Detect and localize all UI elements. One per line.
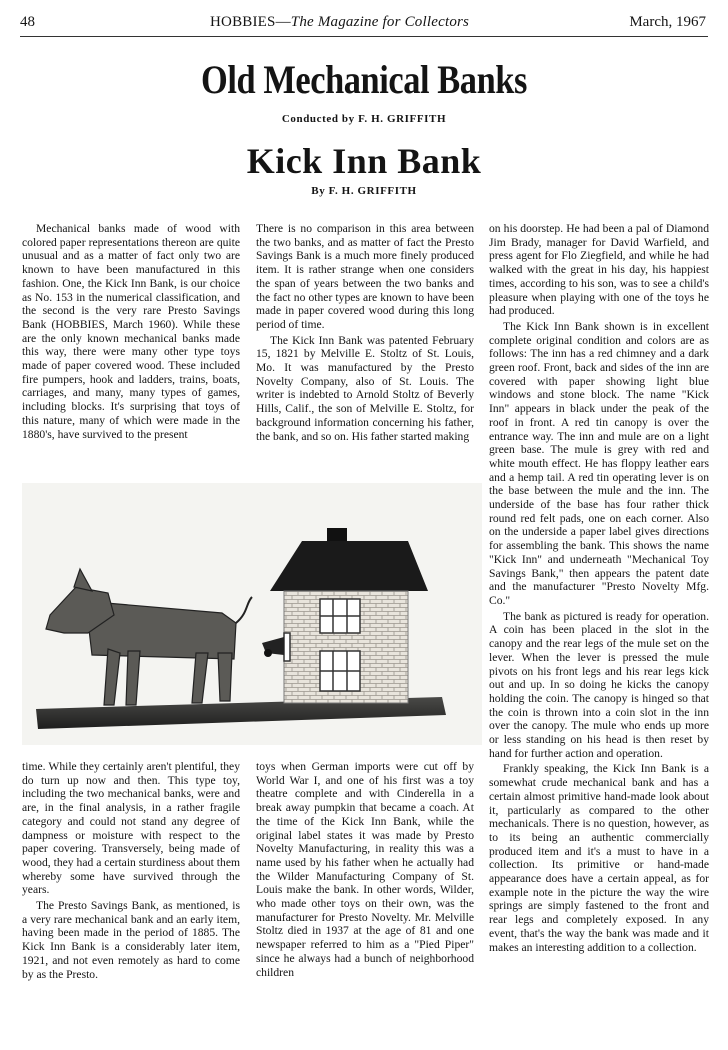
paragraph: toys when German imports were cut off by World War I, and one of his first was a toy theatre complete and with Cinderella in a break away pumpkin that became a coach. At the time of the Kick Inn Bank, while the original label states it was made by Presto Novelty Manufacturing, in reality this was a name used by his father when he actually had the Wilder Manufacturing Company of St. Louis make the bank. In other words, Wilder, who made other toys on their own, was the manufacturer for Presto Novelty. Mr. Melville Stoltz died in 1937 at the age of 81 and one newspaper referred to him as a "Pied Piper" since he always had a bunch of neighborhood children [256, 760, 474, 979]
paragraph: The Kick Inn Bank was patented February 15, 1821 by Melville E. Stoltz of St. Louis, Mo. It was manufactured by the Presto Novelty Company, also of St. Louis. The writer is indebted to Arnold Stoltz of Beverly Hills, Calif., the son of Melville E. Stoltz, for background information concerning his father, the bank, and so on. His father started making [256, 333, 474, 443]
column-1-top [22, 222, 240, 467]
magazine-name-italic: The Magazine for Collectors [290, 14, 470, 30]
photo-illustration [22, 483, 482, 745]
paragraph: on his doorstep. He had been a pal of Diamond Jim Brady, manager for David Warfield, and press agent for Flo Ziegfield, and while he had walked with the great in his day, his happiest times, according to his son, was to see a child's pleasure when playing with one of the toys he had produced. [489, 222, 709, 318]
article-title: Kick Inn Bank [246, 141, 482, 181]
article-byline: By F. H. GRIFFITH [311, 185, 417, 197]
column-2-bottom [256, 760, 474, 1045]
magazine-name-plain: HOBBIES— [210, 14, 291, 30]
magazine-name [210, 14, 469, 31]
column-3 [489, 222, 709, 1042]
section-byline: Conducted by F. H. GRIFFITH [281, 113, 447, 125]
page-number: 48 [20, 14, 35, 30]
running-header [20, 14, 706, 36]
column-1-bottom [22, 760, 240, 1045]
paragraph: time. While they certainly aren't plentiful, they do turn up now and then. This type toy, including the two mechanical banks, were and are, in the final analysis, in a rather fragile category and could not stand any degree of dampness or moisture with respect to the paper covering. Transversely, being made of wood, they had a certain sturdiness about them whereby some have survived through the years. [22, 760, 240, 897]
paragraph: The Kick Inn Bank shown is in excellent complete original condition and colors are as follows: The inn has a red chimney and a dark green roof. Front, back and sides of the inn are covered with paper showing light blue windows and stone block. The name "Kick Inn" appears in black under the peak of the roof in front. A red tin canopy is over the entrance way. The inn and mule are on a light green base. The mule is grey with red and white mouth effect. He has floppy leather ears and a hemp tail. A red tin operating lever is on the base between the mule and the inn. The underside of the base has four rather thick round red felt pads, one on each corner. Also on the underside a paper label gives directions for assembling the bank. This shows the name "Kick Inn" and underneath "Mechanical Toy Savings Bank," then appears the patent date and the manufacturer "Presto Novelty Mfg. Co." [489, 319, 709, 607]
column-2-top [256, 222, 474, 467]
issue-date: March, 1967 [629, 14, 706, 30]
paragraph: The bank as pictured is ready for operation. A coin has been placed in the slot in the canopy and the rear legs of the mule set on the lever. When the lever is pressed the mule pivots on his front legs and his rear legs kick out and up. In so doing he kicks the canopy holding the coin. The canopy is hinged so that the coin is thrown into a coin slot in the inn over the canopy. The mule who ends up more or less standing on his head is then reset by hand for further action and operation. [489, 609, 709, 760]
paragraph: Mechanical banks made of wood with colored paper representations thereon are quite unusual and as a matter of fact only two are known to have been manufactured in this fashion. One, the Kick Inn Bank, is our choice as No. 153 in the numerical classification, and the second is the very rare Presto Savings Bank (HOBBIES, March 1960). While these are the only known mechanical banks made this way, there were many other type toys made of paper covered wood. These included fire pumpers, hook and ladders, trains, boats, carriages, and many, many types of games, including blocks. It's surprising that toys of this nature, many of which were made in the 1880's, have survived to the present [22, 222, 240, 441]
paragraph: The Presto Savings Bank, as mentioned, is a very rare mechanical bank and an early item, having been made in the period of 1885. The Kick Inn Bank is a considerably later item, 1921, and not even remotely as hard to come by as the Presto. [22, 899, 240, 981]
paragraph: Frankly speaking, the Kick Inn Bank is a somewhat crude mechanical bank and has a certain almost primitive hand-made look about it, particularly as compared to the other mechanicals. There is no question, however, as to its being an authentic commercially produced item and it's a must to have in a collection. Its primitive or hand-made appearance does have a certain appeal, as for example note in the picture the way the wire springs are simply fastened to the front and rear legs and completely exposed. In any event, that's the way the bank was made and it makes an interesting addition to a collection. [489, 762, 709, 954]
section-title: Old Mechanical Banks [201, 57, 527, 102]
header-rule [20, 36, 708, 37]
kick-inn-bank-photo [22, 483, 482, 745]
paragraph: There is no comparison in this area between the two banks, and as matter of fact the Presto Savings Bank is a much more finely produced item. It is rather strange when one considers the span of years between the two banks and the fact no other types are known to have been made in paper covered wood during this long period of time. [256, 222, 474, 331]
